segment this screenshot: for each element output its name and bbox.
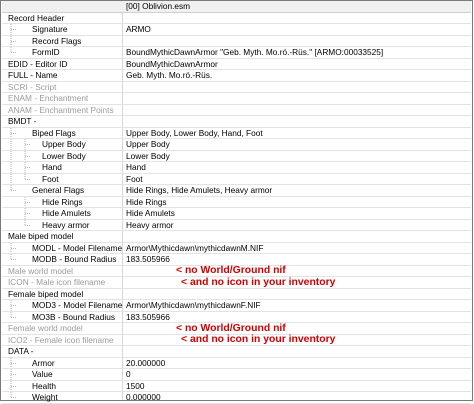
row-label: Hide Rings [42,196,83,207]
row-label: EDID - Editor ID [8,58,68,69]
row-label: Female world model [8,323,83,333]
record-row[interactable] [2,151,471,163]
annotation-note: < no World/Ground nif [176,322,286,334]
row-label: Male biped model [8,231,74,241]
row-value[interactable]: 20.000000 [126,357,166,368]
row-value[interactable]: Heavy armor [126,219,174,230]
row-value[interactable]: 0 [126,369,131,379]
row-value[interactable]: Armor\Mythicdawn\mythicdawnF.NIF [126,300,261,310]
row-label: MO3B - Bound Radius [32,311,116,322]
record-row[interactable] [2,82,471,94]
record-row[interactable] [2,208,471,220]
record-row[interactable] [2,381,471,393]
row-label: BMDT - [8,116,37,126]
row-value[interactable]: ARMO [126,24,151,34]
row-label: Signature [32,24,68,34]
record-row[interactable] [2,47,471,59]
record-row[interactable] [2,162,471,174]
row-label: General Flags [32,185,85,195]
row-value[interactable]: Hide Rings [126,196,167,207]
row-label: ICON - Male icon filename [8,277,106,287]
record-row[interactable] [2,105,471,117]
tree-connector [2,358,122,369]
record-row[interactable] [2,231,471,243]
row-label: Biped Flags [32,127,76,138]
row-label: Health [32,380,56,391]
row-value[interactable]: Hide Rings, Hide Amulets, Heavy armor [126,185,273,195]
record-row[interactable] [2,59,471,71]
row-value[interactable]: 1500 [126,380,145,391]
row-label: FULL - Name [8,70,58,80]
row-label: Upper Body [42,139,86,149]
row-value[interactable]: Armor\Mythicdawn\mythicdawnM.NIF [126,242,264,253]
row-value[interactable]: BoundMythicDawnArmor [126,58,218,69]
row-label: Male world model [8,265,74,276]
record-row[interactable] [2,24,471,36]
row-value[interactable]: Hide Amulets [126,208,175,218]
record-row[interactable] [2,174,471,186]
record-row[interactable] [2,185,471,197]
record-row[interactable] [2,346,471,358]
record-row[interactable] [2,220,471,232]
record-row[interactable] [2,243,471,255]
record-row[interactable] [2,13,471,25]
record-row[interactable] [2,312,471,324]
record-row[interactable] [2,197,471,209]
row-label: DATA - [8,346,34,356]
record-row[interactable] [2,70,471,82]
header-row [2,1,471,13]
row-value[interactable]: Hand [126,162,146,172]
record-row[interactable] [2,369,471,381]
row-label: ANAM - Enchantment Points [8,104,114,115]
record-row[interactable] [2,289,471,301]
row-label: FormID [32,47,60,57]
row-value[interactable]: Upper Body [126,139,170,149]
record-row[interactable] [2,128,471,140]
row-value[interactable]: 0.000000 [126,392,161,402]
row-label: ICO2 - Female icon filename [8,334,114,345]
row-value[interactable]: Upper Body, Lower Body, Hand, Foot [126,127,263,138]
row-label: Hand [42,162,62,172]
record-row[interactable] [2,300,471,312]
tree-connector [2,162,122,173]
tree-connector [2,174,122,185]
row-value[interactable]: Lower Body [126,150,170,161]
row-label: Female biped model [8,288,84,299]
row-value[interactable]: 183.505966 [126,254,170,264]
row-label: Armor [32,357,55,368]
record-row[interactable] [2,254,471,266]
file-header-label: [00] Oblivion.esm [126,1,191,11]
row-label: Value [32,369,53,379]
row-label: Record Flags [32,35,82,46]
annotation-note: < and no icon in your inventory [181,334,336,345]
annotation-note: < and no icon in your inventory [181,276,336,288]
row-value[interactable]: 183.505966 [126,311,170,322]
record-row[interactable] [2,139,471,151]
tree-connector [2,392,122,403]
row-label: Record Header [8,12,65,23]
row-label: Weight [32,392,58,402]
row-label: Heavy armor [42,219,90,230]
row-label: Foot [42,173,59,184]
tree-connector [2,47,122,58]
row-label: MOD3 - Model Filename [32,300,123,310]
row-label: ENAM - Enchantment [8,93,89,103]
row-label: SCRI - Script [8,81,57,92]
row-value[interactable]: Geb. Myth. Mo.ró.-Rüs. [126,70,213,80]
row-value[interactable]: BoundMythicDawnArmor "Geb. Myth. Mo.ró.-Rüs." [ARMO:00033525] [126,47,384,57]
tree-connector [2,381,122,392]
row-label: Lower Body [42,150,86,161]
record-row[interactable] [2,93,471,105]
annotation-note: < no World/Ground nif [176,265,286,276]
row-label: MODB - Bound Radius [32,254,117,264]
record-row[interactable] [2,358,471,370]
row-label: MODL - Model Filename [32,242,123,253]
row-label: Hide Amulets [42,208,91,218]
record-row[interactable] [2,116,471,128]
tree-connector [2,369,122,380]
row-value[interactable]: Foot [126,173,143,184]
record-row[interactable] [2,36,471,48]
